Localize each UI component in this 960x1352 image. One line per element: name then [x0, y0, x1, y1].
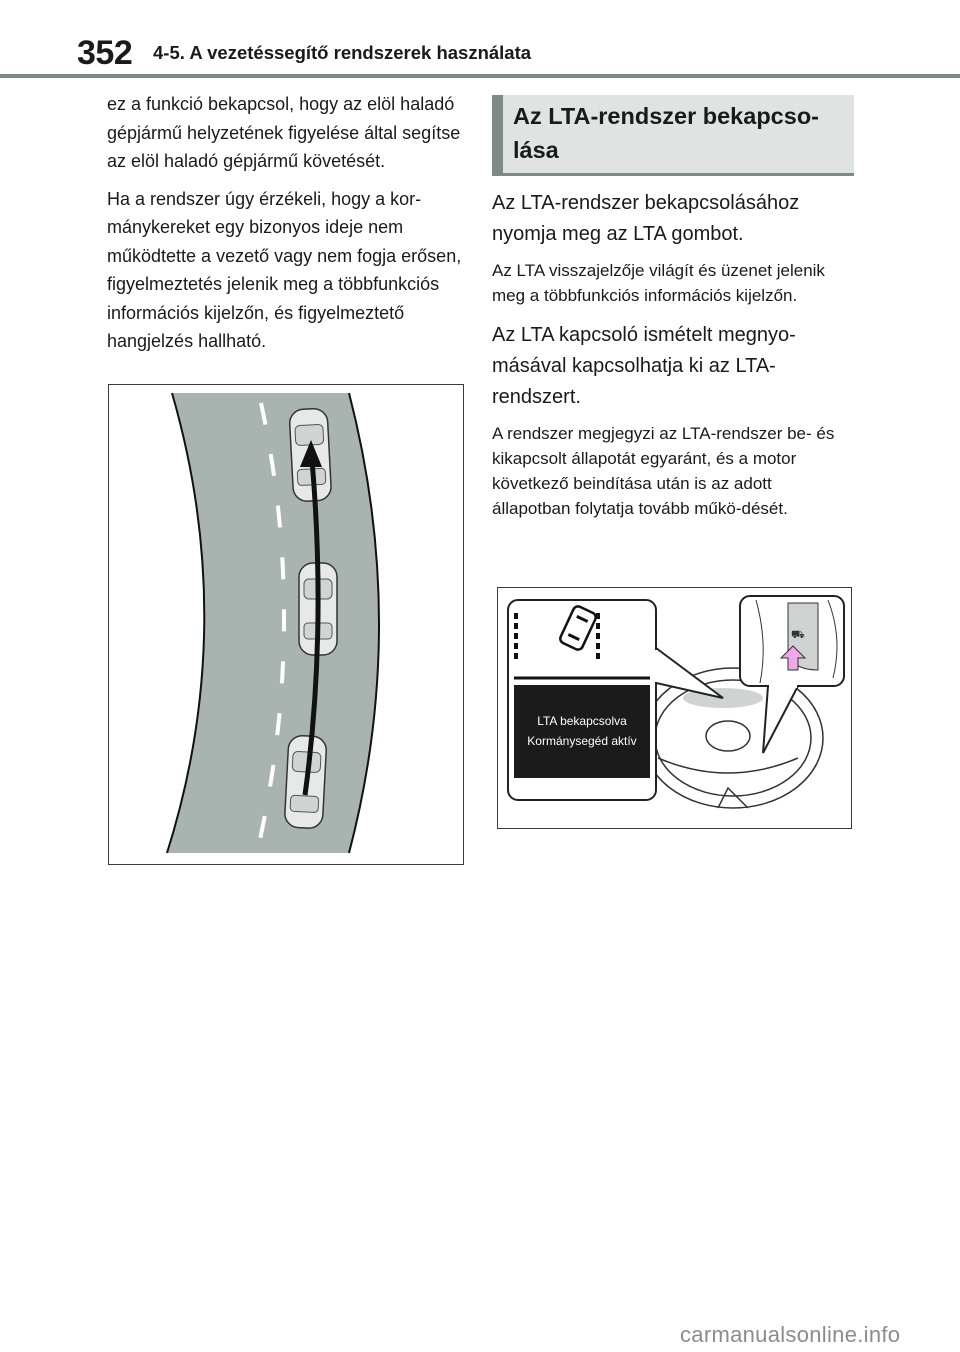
message-line-1: LTA bekapcsolva	[537, 714, 627, 728]
header-rule	[0, 74, 960, 78]
dashboard-illustration	[498, 588, 851, 828]
description-text: Az LTA visszajelzője világít és üzenet jelenik meg a többfunkciós információs kijelzőn.	[492, 261, 825, 305]
watermark: carmanualsonline.info	[680, 1322, 901, 1347]
description-text: A rendszer megjegyzi az LTA-rendszer be- és kikapcsolt állapotát egyaránt, és a motor következő beindítása után is az adott állapotban folytatja tovább műkö-dését.	[492, 424, 835, 518]
message-line-2: Kormánysegéd aktív	[527, 734, 637, 748]
instruction-text: Az LTA kapcsoló ismételt megnyo-másával kapcsolhatja ki az LTA-rendszert.	[492, 324, 796, 408]
road-following-figure	[108, 384, 464, 865]
instruction-text: Az LTA-rendszer bekapcsolásához nyomja meg az LTA gombot.	[492, 192, 800, 245]
lta-button-icon: ⛟	[791, 628, 805, 641]
page-header	[0, 0, 960, 80]
section-title: 4-5. A vezetéssegítő rendszerek használata	[153, 42, 532, 63]
message-panel	[514, 685, 650, 778]
paragraph: Ha a rendszer úgy érzékeli, hogy a kor-mánykereket egy bizonyos ideje nem működtette a vezető vagy nem fogja erősen, figyelmeztetés jelenik meg a többfunkciós információs kijelzőn, és figyelmeztető hangjelzés hallható.	[107, 188, 462, 351]
road-illustration	[109, 385, 463, 864]
callout-lta-button	[740, 596, 844, 753]
page-number: 352	[77, 34, 133, 72]
paragraph: ez a funkció bekapcsol, hogy az elöl haladó gépjármű helyzetének figyelése által segítse az elöl haladó gépjármű követését.	[107, 94, 461, 171]
dashboard-figure	[497, 587, 852, 829]
right-column	[492, 95, 854, 529]
subsection-heading: Az LTA-rendszer bekapcso-lása	[492, 95, 854, 176]
left-column	[107, 90, 472, 365]
